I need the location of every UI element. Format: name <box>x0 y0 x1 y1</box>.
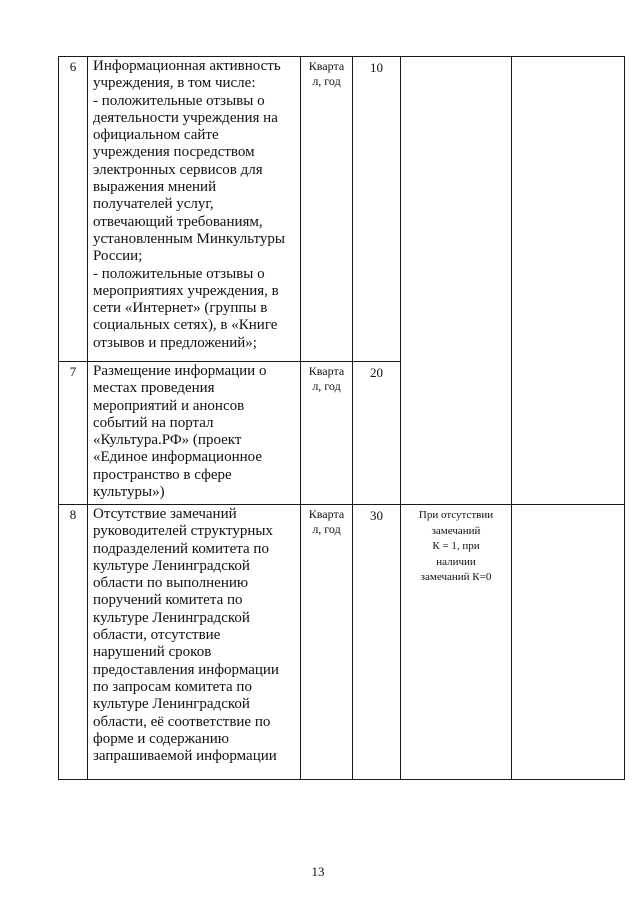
period-cell <box>301 362 353 505</box>
row-number: 8 <box>59 505 88 780</box>
indicator-line: сети «Интернет» (группы в <box>93 300 268 317</box>
indicator-cell <box>88 505 301 780</box>
indicator-line: получателей услуг, <box>93 196 214 213</box>
weight-value: 10 <box>353 57 401 362</box>
indicator-line: - положительные отзывы о <box>93 92 265 109</box>
period-line: л, год <box>312 379 341 393</box>
indicator-line: учреждения, в том числе: <box>93 75 256 92</box>
period-cell <box>301 505 353 780</box>
indicator-line: области по выполнению <box>93 575 249 592</box>
empty-cell <box>512 57 625 505</box>
indicator-line: Размещение информации о <box>93 363 267 379</box>
indicator-line: отвечающий требованиям, <box>93 213 263 230</box>
indicator-line: культуре Ленинградской <box>93 696 250 713</box>
indicator-line: культуре Ленинградской <box>93 609 250 626</box>
indicator-line: мероприятий и анонсов <box>93 397 245 414</box>
indicator-line: по запросам комитета по <box>93 678 252 695</box>
indicator-line: запрашиваемой информации <box>93 748 277 765</box>
indicator-line: отзывов и предложений»; <box>93 334 257 351</box>
table-row <box>59 57 625 362</box>
period-line: Кварта <box>308 59 345 73</box>
period-line: л, год <box>312 74 341 88</box>
indicator-line: подразделений комитета по <box>93 540 269 557</box>
period-line: Кварта <box>308 507 345 521</box>
indicator-line: России; <box>93 248 143 265</box>
weight-value: 20 <box>353 362 401 505</box>
row-number: 6 <box>59 57 88 362</box>
indicator-cell <box>88 362 301 505</box>
indicator-line: нарушений сроков <box>93 644 212 661</box>
condition-line: замечаний <box>431 524 481 537</box>
period-line: Кварта <box>308 364 345 378</box>
indicator-line: учреждения посредством <box>93 144 255 161</box>
condition-cell <box>401 505 512 780</box>
indicator-line: выражения мнений <box>93 179 217 196</box>
indicator-cell <box>88 57 301 362</box>
indicator-line: Информационная активность <box>93 58 281 74</box>
indicator-line: - положительные отзывы о <box>93 265 265 282</box>
indicator-line: событий на портал <box>93 414 214 431</box>
indicator-line: деятельности учреждения на <box>93 109 278 126</box>
indicator-line: форме и содержанию <box>93 730 229 747</box>
indicator-line: культуре Ленинградской <box>93 557 250 574</box>
indicator-line: «Культура.РФ» (проект <box>93 432 242 449</box>
indicator-line: «Единое информационное <box>93 449 262 466</box>
indicator-line: местах проведения <box>93 380 215 397</box>
indicator-line: руководителей структурных <box>93 523 273 540</box>
indicator-line: социальных сетях), в «Книге <box>93 317 278 334</box>
indicator-line: официальном сайте <box>93 127 219 144</box>
period-line: л, год <box>312 522 341 536</box>
indicator-line: электронных сервисов для <box>93 161 263 178</box>
indicator-line: установленным Минкультуры <box>93 230 285 247</box>
condition-line: При отсутствии <box>418 509 494 521</box>
row-number: 7 <box>59 362 88 505</box>
empty-cell <box>512 505 625 780</box>
condition-line: замечаний К=0 <box>420 571 492 583</box>
indicator-line: пространство в сфере <box>93 466 232 483</box>
condition-line: наличии <box>436 555 476 568</box>
indicator-line: предоставления информации <box>93 661 279 678</box>
weight-value: 30 <box>353 505 401 780</box>
table-row <box>59 505 625 780</box>
indicator-line: мероприятиях учреждения, в <box>93 282 279 299</box>
page-number: 13 <box>311 864 325 879</box>
condition-line: К = 1, при <box>432 540 480 552</box>
condition-cell-empty <box>401 57 512 505</box>
indicator-line: поручений комитета по <box>93 592 243 609</box>
indicator-line: области, отсутствие <box>93 627 221 644</box>
indicator-line: культуры») <box>93 484 165 501</box>
criteria-table <box>58 56 625 780</box>
indicator-line: области, её соответствие по <box>93 713 271 730</box>
indicator-line: Отсутствие замечаний <box>93 506 237 522</box>
period-cell <box>301 57 353 362</box>
